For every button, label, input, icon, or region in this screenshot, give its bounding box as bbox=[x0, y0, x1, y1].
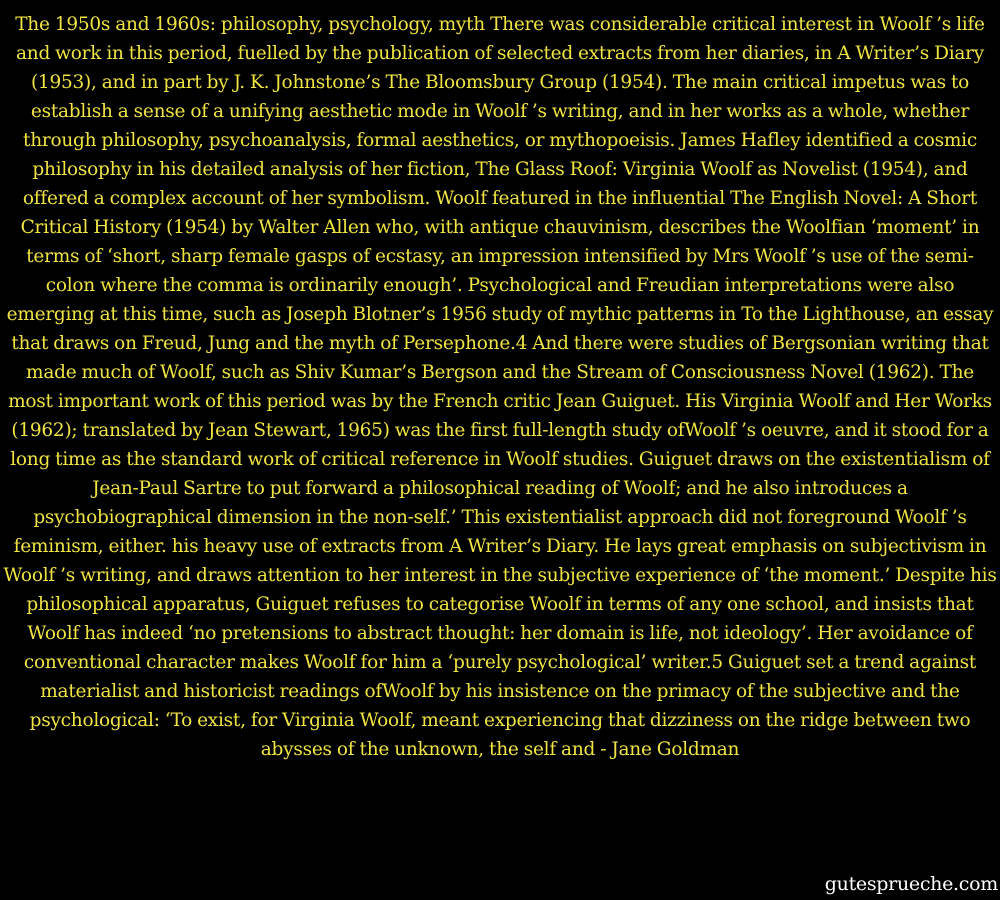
watermark: gutesprueche.com bbox=[824, 873, 998, 895]
quote-text: The 1950s and 1960s: philosophy, psychology, myth There was considerable critical interest in Woolf ’s life and work in this period, fuelled by the publication of selected extracts from her diaries, in A Writer’s Diary (1953), and in part by J. K. Johnstone’s The Bloomsbury Group (1954). The main critical impetus was to establish a sense of a unifying aesthetic mode in Woolf ’s writing, and in her works as a whole, whether through philosophy, psychoanalysis, formal aesthetics, or mythopoeisis. James Hafley identified a cosmic philosophy in his detailed analysis of her fiction, The Glass Roof: Virginia Woolf as Novelist (1954), and offered a complex account of her symbolism. Woolf featured in the influential The English Novel: A Short Critical History (1954) by Walter Allen who, with antique chauvinism, describes the Woolfian ‘moment’ in terms of ‘short, sharp female gasps of ecstasy, an impression intensified by Mrs Woolf ’s use of the semi-colon where the comma is ordinarily enough’. Psychological and Freudian interpretations were also emerging at this time, such as Joseph Blotner’s 1956 study of mythic patterns in To the Lighthouse, an essay that draws on Freud, Jung and the myth of Persephone.4 And there were studies of Bergsonian writing that made much of Woolf, such as Shiv Kumar’s Bergson and the Stream of Consciousness Novel (1962). The most important work of this period was by the French critic Jean Guiguet. His Virginia Woolf and Her Works (1962); translated by Jean Stewart, 1965) was the first full-length study ofWoolf ’s oeuvre, and it stood for a long time as the standard work of critical reference in Woolf studies. Guiguet draws on the existentialism of Jean-Paul Sartre to put forward a philosophical reading of Woolf; and he also introduces a psychobiographical dimension in the non-self.’ This existentialist approach did not foreground Woolf ’s feminism, either. his heavy use of extracts from A Writer’s Diary. He lays great emphasis on subjectivism in Woolf ’s writing, and draws attention to her interest in the subjective experience of ‘the moment.’ Despite his philosophical apparatus, Guiguet refuses to categorise Woolf in terms of any one school, and insists that Woolf has indeed ‘no pretensions to abstract thought: her domain is life, not ideology’. Her avoidance of conventional character makes Woolf for him a ‘purely psychological’ writer.5 Guiguet set a trend against materialist and historicist readings ofWoolf by his insistence on the primacy of the subjective and the psychological: ‘To exist, for Virginia Woolf, meant experiencing that dizziness on the ridge between two abysses of the unknown, the self and - Jane Goldman bbox=[3, 14, 997, 760]
